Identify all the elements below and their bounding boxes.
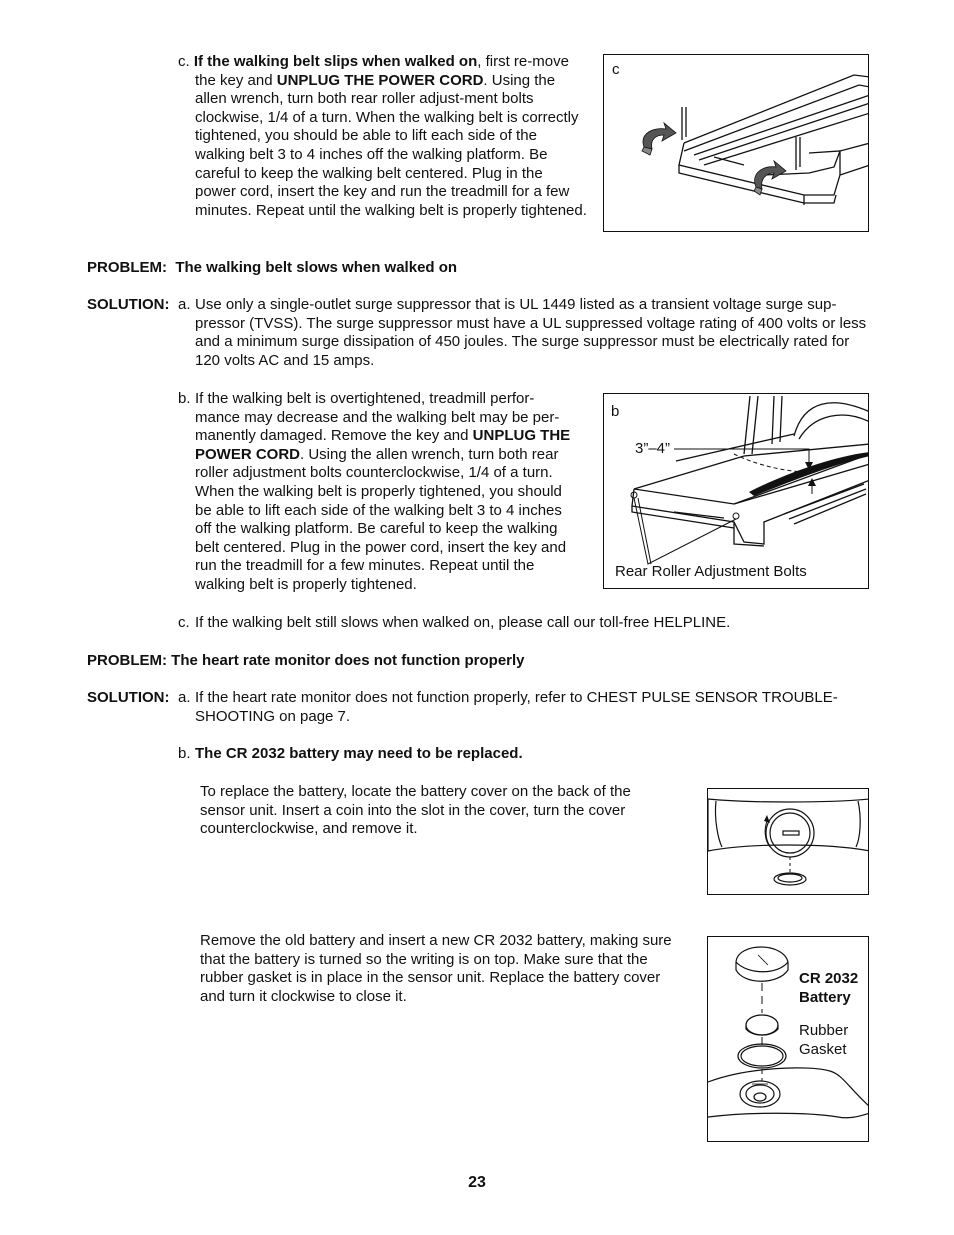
figure-label: c: [612, 61, 620, 78]
page-number: 23: [468, 1174, 486, 1191]
sensor-cover-illustration: [708, 789, 869, 895]
step-c-paragraph: [178, 53, 587, 220]
step-marker: c.: [178, 53, 190, 70]
treadmill-belt-illustration: [604, 394, 869, 589]
battery-label: CR 2032 Battery: [799, 970, 859, 1006]
problem-label: PROBLEM:: [87, 259, 167, 276]
problem-label: PROBLEM:: [87, 652, 167, 669]
figure-battery-cover: [707, 788, 869, 895]
problem-heading-heart-rate: [87, 652, 787, 671]
battery-cover-instructions: To replace the battery, locate the battery cover on the back of the sensor unit. Insert a coin into the slot in the cover, turn the cover counterclockwise, and remove it.: [200, 783, 631, 838]
step-marker: a.: [178, 689, 191, 706]
solution-a-text: If the heart rate monitor does not function properly, refer to CHEST PULSE SENSOR TROUBLE-SHOOTING on page 7.: [195, 689, 838, 725]
step-marker: b.: [178, 745, 191, 762]
problem-heading-belt-slows: [87, 259, 787, 278]
warning-text: UNPLUG THE POWER CORD: [195, 427, 571, 463]
solution-b-text: [195, 390, 573, 595]
step-lead: If the walking belt slips when walked on: [193, 53, 478, 70]
battery-exploded-illustration: [708, 937, 869, 1142]
problem-text: The walking belt slows when walked on: [175, 259, 458, 276]
solution-a-text: Use only a single-outlet surge suppressor that is UL 1449 listed as a transient voltage surge sup-pressor (TVSS). The surge suppressor must have a UL suppressed voltage rating of 400 volts or less and a minimum surge dissipation of 450 joules. The surge suppressor must be electrically rated for 120 volts AC and 15 amps.: [195, 296, 867, 369]
solution-label: SOLUTION:: [87, 296, 170, 313]
step-text: . Using the allen wrench, turn both rear roller adjustment bolts counterclockwise, 1/4 of a turn. When the walking belt is properly tightened, you should be able to lift each side of the walking belt 3 to 4 inches off the walking platform. Be careful to keep the walking belt centered. Plug in the power cord, insert the key and run the treadmill for a few minutes. Repeat until the walking belt is properly tightened.: [195, 445, 567, 593]
measurement-label: 3”–4”: [635, 440, 671, 457]
figure-label: b: [611, 403, 620, 420]
warning-text: UNPLUG THE POWER CORD: [276, 71, 484, 89]
problem-text: The heart rate monitor does not function properly: [171, 652, 525, 669]
step-text: . Using the allen wrench, turn both rear roller adjust-ment bolts clockwise, 1/4 of a turn. When the walking belt is correctly tightened, you should be able to lift each side of the walking belt 3 to 4 inches off the walking platform. Be careful to keep the walking belt centered. Plug in the power cord, insert the key and run the treadmill for a few minutes. Repeat until the walking belt is properly tightened.: [195, 71, 587, 219]
step-marker: a.: [178, 296, 191, 313]
figure-caption: Rear Roller Adjustment Bolts: [615, 563, 807, 580]
step-marker: b.: [178, 390, 191, 407]
step-text: If the walking belt is overtightened, treadmill perfor-mance may decrease and the walking belt may be per-manently damaged. Remove the key and: [195, 390, 560, 445]
gasket-label: Rubber Gasket: [799, 1022, 849, 1058]
battery-replace-instructions: Remove the old battery and insert a new CR 2032 battery, making sure that the battery is turned so the writing is on top. Make sure that the rubber gasket is in place in the sensor unit. Replace the battery cover and turn it clockwise to close it.: [200, 932, 672, 1005]
step-marker: c.: [178, 614, 190, 631]
treadmill-rear-illustration: [604, 55, 869, 232]
solution-c-text: If the walking belt still slows when walked on, please call our toll-free HELPLINE.: [195, 614, 731, 631]
figure-battery-exploded: [707, 936, 869, 1142]
solution-b-heading: The CR 2032 battery may need to be replaced.: [195, 745, 523, 762]
figure-c-treadmill-rear: [603, 54, 869, 232]
figure-b-belt-lift: [603, 393, 869, 589]
step-text: , first re-move the key and: [195, 53, 569, 89]
solution-label: SOLUTION:: [87, 689, 170, 706]
